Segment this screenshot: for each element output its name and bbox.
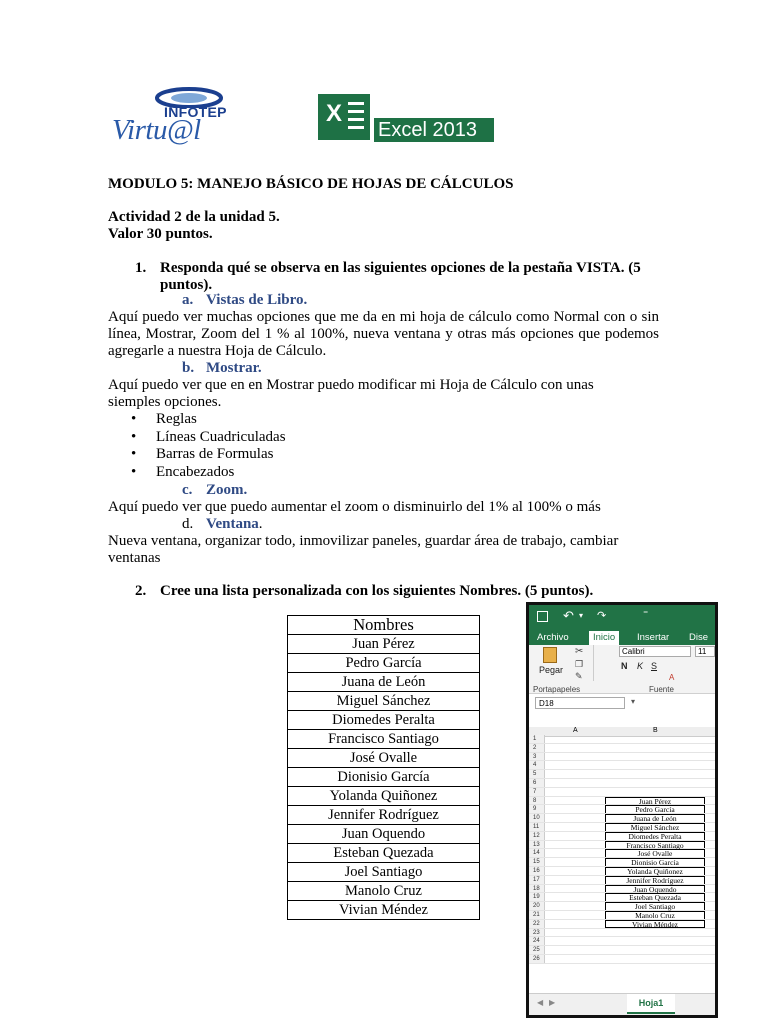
b-text: Aquí puedo ver que en en Mostrar puedo modificar mi Hoja de Cálculo con unas siemples opciones. [108, 377, 594, 410]
sheet-cell[interactable] [605, 955, 705, 963]
sheet-cell[interactable] [605, 946, 705, 954]
sheet-cell[interactable]: Esteban Quezada [605, 893, 705, 901]
customize-toolbar-icon[interactable]: ⁼ [643, 609, 649, 620]
tab-archivo[interactable]: Archivo [537, 632, 569, 643]
row-number[interactable]: 13 [529, 841, 545, 849]
sheet-grid[interactable] [529, 735, 715, 964]
table-row [529, 885, 715, 894]
row-number[interactable]: 18 [529, 885, 545, 893]
row-number[interactable]: 22 [529, 920, 545, 928]
sheet-cell[interactable]: Manolo Cruz [605, 911, 705, 919]
table-row [529, 814, 715, 823]
sheet-cell[interactable]: José Ovalle [605, 849, 705, 857]
table-row [529, 805, 715, 814]
save-icon[interactable] [537, 611, 548, 622]
table-row [529, 929, 715, 938]
row-number[interactable]: 14 [529, 849, 545, 857]
value-line: Valor 30 puntos. [108, 226, 213, 242]
names-table [287, 615, 480, 920]
sheet-cell[interactable]: Yolanda Quiñonez [605, 867, 705, 875]
row-number[interactable]: 7 [529, 788, 545, 796]
bold-button[interactable]: N [621, 661, 628, 671]
sheet-cell[interactable] [605, 744, 705, 752]
sheet-tab-hoja1[interactable]: Hoja1 [627, 994, 675, 1014]
row-number[interactable]: 21 [529, 911, 545, 919]
table-row [529, 779, 715, 788]
list-item: • Encabezados [131, 464, 286, 482]
list-item: • Líneas Cuadriculadas [131, 429, 286, 447]
activity-line: Actividad 2 de la unidad 5. [108, 209, 280, 225]
d-period: . [258, 516, 263, 532]
row-number[interactable]: 4 [529, 761, 545, 769]
sheet-cell[interactable] [605, 735, 705, 743]
table-row [529, 911, 715, 920]
sheet-cell[interactable] [605, 753, 705, 761]
italic-button[interactable]: K [637, 661, 644, 671]
excel-icon: X [318, 94, 370, 140]
row-number[interactable]: 1 [529, 735, 545, 743]
table-row [529, 920, 715, 929]
q2-number: 2. [135, 583, 147, 599]
excel-logo-label: Excel 2013 [378, 119, 477, 141]
row-number[interactable]: 10 [529, 814, 545, 822]
prev-sheet-icon[interactable]: ◀ [537, 998, 544, 1007]
row-number[interactable]: 15 [529, 858, 545, 866]
copy-icon[interactable]: ❐ [575, 659, 584, 669]
table-row [529, 735, 715, 744]
q2-text: Cree una lista personalizada con los siguientes Nombres. (5 puntos). [160, 583, 594, 599]
table-row: Jennifer Rodríguez [288, 806, 480, 825]
table-row [529, 876, 715, 885]
excel-title-bar [529, 605, 715, 631]
table-row: Joel Santiago [288, 863, 480, 882]
virtual-logo-script: Virtu@l [112, 114, 201, 146]
sheet-cell[interactable] [605, 770, 705, 778]
table-row [529, 955, 715, 964]
excel-2013-logo [318, 92, 494, 144]
sheet-cell[interactable]: Juan Oquendo [605, 885, 705, 893]
name-box[interactable]: D18 [535, 697, 625, 709]
tab-diseno[interactable]: Dise [689, 632, 709, 643]
tab-insertar[interactable]: Insertar [637, 632, 670, 643]
table-row: Juan Oquendo [288, 825, 480, 844]
q1-text: Responda qué se observa en las siguientes opciones de la pestaña VISTA. (5 puntos). [160, 260, 641, 293]
table-row [529, 858, 715, 867]
row-number[interactable]: 11 [529, 823, 545, 831]
name-box-chevron-icon[interactable]: ▾ [631, 697, 636, 706]
row-number[interactable]: 12 [529, 832, 545, 840]
table-row [529, 946, 715, 955]
table-row: Yolanda Quiñonez [288, 787, 480, 806]
q1-number: 1. [135, 260, 147, 276]
table-row: Miguel Sánchez [288, 692, 480, 711]
d-number: d. [182, 516, 194, 532]
b-number: b. [182, 360, 195, 376]
table-row [529, 841, 715, 850]
row-number[interactable]: 23 [529, 929, 545, 937]
table-row [529, 937, 715, 946]
sheet-cell[interactable]: Joel Santiago [605, 902, 705, 910]
table-row [529, 832, 715, 841]
table-row [529, 770, 715, 779]
column-header-a[interactable]: A [573, 727, 578, 734]
d-text: Nueva ventana, organizar todo, inmovilizar paneles, guardar área de trabajo, cambiar ventanas [108, 533, 619, 566]
column-header-b[interactable]: B [653, 727, 658, 734]
row-number[interactable]: 26 [529, 955, 545, 963]
excel-screenshot [526, 602, 718, 1018]
table-row: Manolo Cruz [288, 882, 480, 901]
table-row: Esteban Quezada [288, 844, 480, 863]
table-row: Vivian Méndez [288, 901, 480, 920]
paste-button[interactable]: Pegar [539, 665, 564, 675]
font-name-select[interactable]: Calibri [619, 646, 691, 657]
row-number[interactable]: 16 [529, 867, 545, 875]
infotep-logo-title: INFOTEP [164, 104, 227, 120]
table-row [529, 761, 715, 770]
table-row: Juana de León [288, 673, 480, 692]
table-row: Francisco Santiago [288, 730, 480, 749]
sheet-cell[interactable]: Miguel Sánchez [605, 823, 705, 831]
format-painter-icon[interactable]: ✎ [575, 671, 583, 681]
c-text: Aquí puedo ver que puedo aumentar el zoom o disminuirlo del 1% al 100% o más [108, 499, 601, 515]
sheet-cell[interactable]: Pedro García [605, 805, 705, 813]
table-row [529, 823, 715, 832]
row-number[interactable]: 3 [529, 753, 545, 761]
ribbon [529, 645, 715, 694]
d-label: Ventana [206, 516, 259, 532]
a-text: Aquí puedo ver muchas opciones que me da en mi hoja de cálculo como Normal con o sin línea, Mostrar, Zoom del 1 % al 100%, nueva ventana y otras más opciones que podemos agregarle a nuestra Hoja de Cálculo. [108, 309, 659, 359]
next-sheet-icon[interactable]: ▶ [549, 998, 556, 1007]
table-row: Pedro García [288, 654, 480, 673]
list-item: • Barras de Formulas [131, 446, 286, 464]
sheet-cell[interactable] [605, 937, 705, 945]
clipboard-icon[interactable] [543, 647, 557, 663]
table-row [529, 753, 715, 762]
sheet-cell[interactable] [605, 929, 705, 937]
table-row [529, 744, 715, 753]
undo-icon[interactable]: ↶ [563, 608, 574, 623]
b-label: Mostrar. [206, 360, 262, 376]
font-group-label: Fuente [649, 685, 674, 694]
table-row: Dionisio García [288, 768, 480, 787]
row-number[interactable]: 25 [529, 946, 545, 954]
table-row: Diomedes Peralta [288, 711, 480, 730]
sheet-cell[interactable]: Diomedes Peralta [605, 832, 705, 840]
sheet-cell[interactable]: Vivian Méndez [605, 920, 705, 928]
sheet-cell[interactable]: Dionisio García [605, 858, 705, 866]
row-number[interactable]: 17 [529, 876, 545, 884]
names-table-header: Nombres [288, 616, 480, 635]
row-number[interactable]: 8 [529, 797, 545, 805]
font-size-select[interactable]: 11 [695, 646, 715, 657]
table-row [529, 902, 715, 911]
table-row: Juan Pérez [288, 635, 480, 654]
row-number[interactable]: 20 [529, 902, 545, 910]
underline-button[interactable]: S [651, 661, 658, 671]
sheet-cell[interactable] [605, 779, 705, 787]
tab-inicio[interactable]: Inicio [589, 631, 619, 645]
row-number[interactable]: 5 [529, 770, 545, 778]
infotep-virtual-logo [106, 84, 228, 146]
chevron-down-icon[interactable]: ▾ [579, 611, 584, 620]
cut-icon[interactable]: ✂ [575, 646, 584, 657]
row-number[interactable]: 24 [529, 937, 545, 945]
row-number[interactable]: 19 [529, 893, 545, 901]
sheet-cell[interactable] [605, 788, 705, 796]
row-number[interactable]: 2 [529, 744, 545, 752]
list-item: • Reglas [131, 411, 286, 429]
module-title: MODULO 5: MANEJO BÁSICO DE HOJAS DE CÁLCULOS [108, 176, 514, 192]
table-row [529, 797, 715, 806]
sheet-cell[interactable] [605, 761, 705, 769]
table-row: José Ovalle [288, 749, 480, 768]
clipboard-group-label: Portapapeles [533, 685, 581, 694]
redo-icon[interactable]: ↷ [597, 610, 607, 622]
sheet-cell[interactable]: Juana de León [605, 814, 705, 822]
table-row [529, 893, 715, 902]
row-number[interactable]: 9 [529, 805, 545, 813]
table-row [529, 849, 715, 858]
font-color-icon[interactable]: A [669, 673, 675, 682]
c-label: Zoom. [206, 482, 248, 498]
sheet-cell[interactable]: Jennifer Rodríguez [605, 876, 705, 884]
b-bullet-list [131, 411, 286, 481]
c-number: c. [182, 482, 193, 498]
sheet-cell[interactable]: Francisco Santiago [605, 841, 705, 849]
a-number: a. [182, 292, 194, 308]
row-number[interactable]: 6 [529, 779, 545, 787]
sheet-tab-bar [529, 993, 715, 1016]
a-label: Vistas de Libro. [206, 292, 308, 308]
table-row [529, 788, 715, 797]
sheet-cell[interactable]: Juan Pérez [605, 797, 705, 805]
table-row [529, 867, 715, 876]
ribbon-tabs [529, 631, 715, 645]
